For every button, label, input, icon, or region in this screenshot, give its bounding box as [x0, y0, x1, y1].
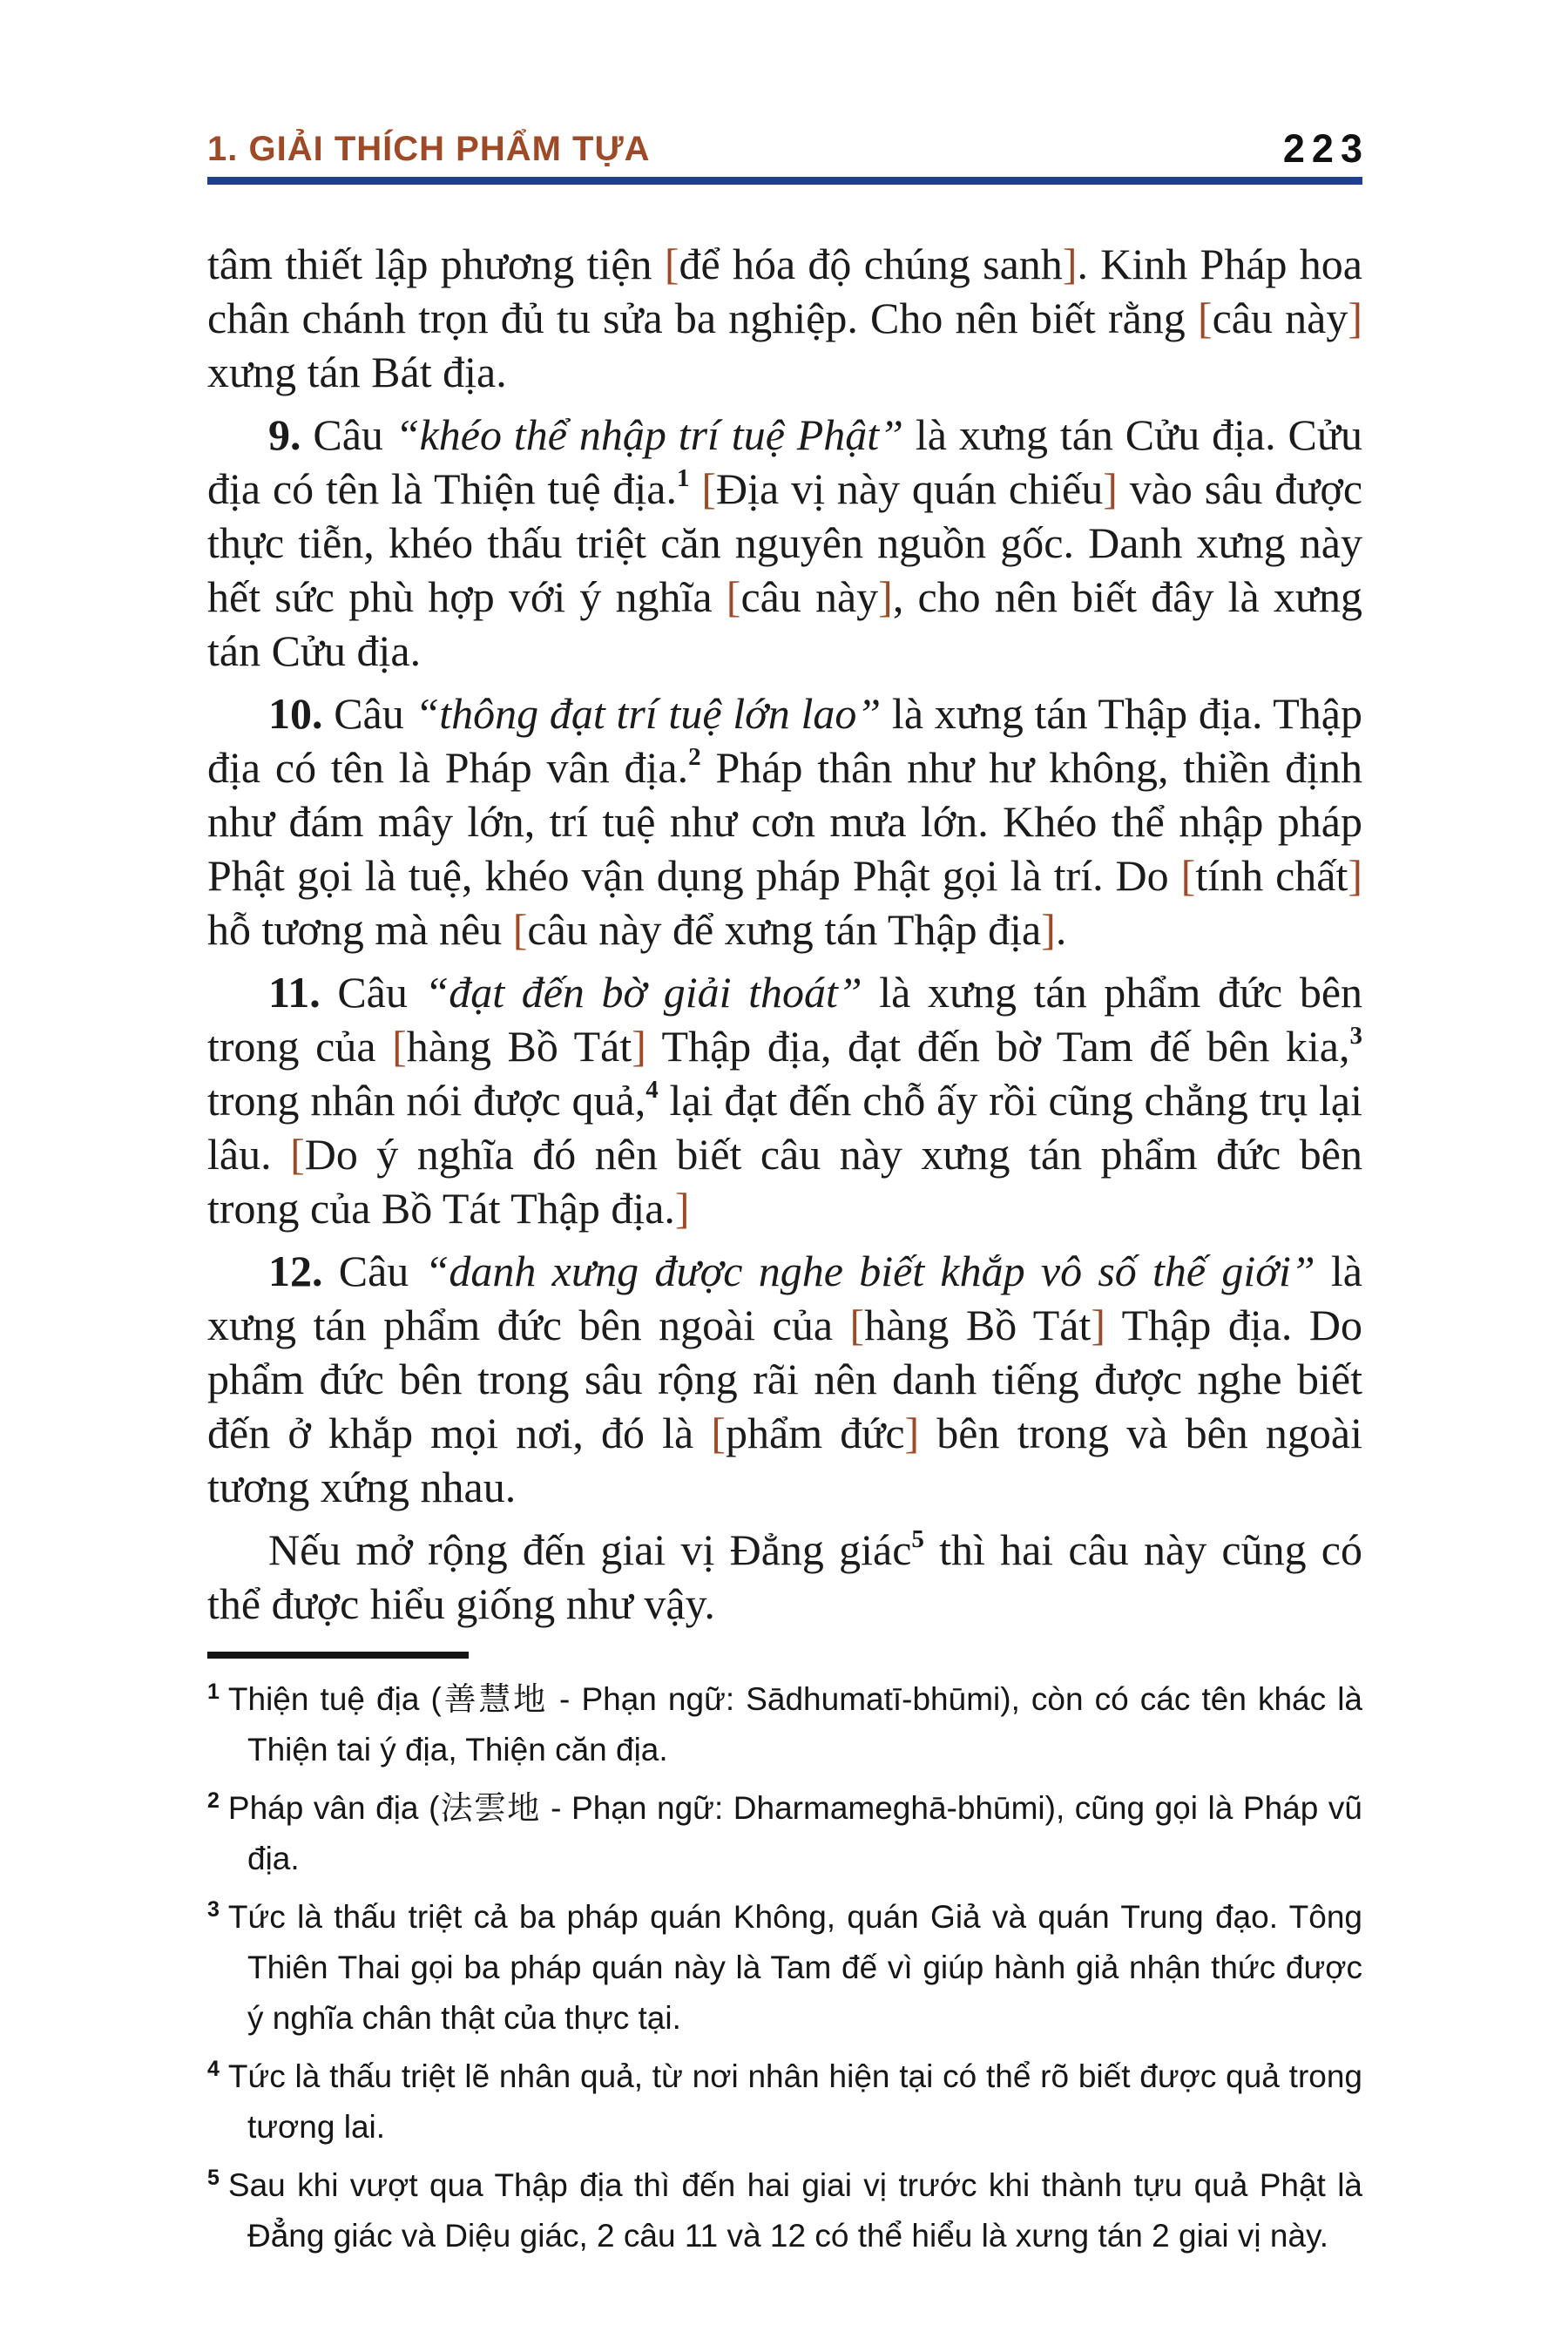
page-header — [207, 126, 1369, 185]
text-run: Câu — [322, 1247, 425, 1295]
footnote-reference: 4 — [645, 1076, 659, 1104]
footnote-number: 4 — [207, 2057, 220, 2081]
text-run: hàng Bồ Tát — [864, 1301, 1092, 1349]
body-text — [207, 237, 1362, 1631]
text-run: Địa vị này quán chiếu — [716, 464, 1104, 513]
footnote-reference: 5 — [911, 1525, 924, 1553]
text-run: Pháp thân như hư không, thiền định như đám mây lớn, trí tuệ như cơn mưa lớn. Khéo thể nhập pháp Phật gọi là tuệ, khéo vận dụng pháp Phật gọi là trí. Do — [207, 743, 1362, 900]
running-head — [207, 126, 1369, 171]
text-run: Thập địa, đạt đến bờ Tam đế bên kia, — [645, 1022, 1350, 1071]
editorial-bracket: ] — [1103, 464, 1118, 513]
editorial-bracket: [ — [392, 1022, 407, 1071]
quoted-phrase: “khéo thể nhập trí tuệ Phật” — [395, 410, 904, 459]
footnotes — [207, 1674, 1362, 2261]
footnote-number: 5 — [207, 2166, 220, 2190]
text-run: Câu — [301, 410, 395, 459]
editorial-bracket: ] — [1348, 851, 1363, 900]
editorial-bracket: [ — [726, 572, 741, 621]
body-paragraph — [207, 1244, 1362, 1514]
footnote-reference: 1 — [677, 464, 690, 492]
footnote-separator — [207, 1652, 469, 1659]
text-run: Nếu mở rộng đến giai vị Đẳng giác — [268, 1525, 912, 1574]
editorial-bracket: [ — [512, 905, 528, 954]
footnote-reference: 2 — [688, 743, 701, 771]
editorial-bracket: [ — [711, 1409, 727, 1457]
footnote-number: 3 — [207, 1897, 220, 1922]
body-paragraph — [207, 686, 1362, 956]
header-rule — [207, 177, 1362, 185]
text-run: thì hai câu này cũng có thể được hiểu giống như vậy. — [207, 1525, 1362, 1628]
editorial-bracket: ] — [632, 1022, 646, 1071]
paragraph-number: 12. — [268, 1247, 323, 1295]
section-title: 1. GIẢI THÍCH PHẨM TỰA — [207, 130, 651, 168]
text-run: phẩm đức — [726, 1409, 905, 1457]
paragraph-number: 10. — [268, 689, 323, 738]
editorial-bracket: ] — [1041, 905, 1056, 954]
footnote-text: Tức là thấu triệt lẽ nhân quả, từ nơi nhân hiện tại có thể rõ biết được quả trong tương lai. — [227, 2058, 1362, 2145]
editorial-bracket: ] — [1348, 294, 1362, 342]
text-run: là xưng tán phẩm đức bên ngoài của — [207, 1247, 1362, 1349]
text-run: tính chất — [1195, 851, 1348, 900]
footnote-item — [207, 2160, 1362, 2261]
editorial-bracket: [ — [1197, 294, 1213, 342]
footnote-text: Tức là thấu triệt cả ba pháp quán Không, quán Giả và quán Trung đạo. Tông Thiên Thai gọi ba pháp quán này là Tam đế vì giúp hành giả nhận thức được ý nghĩa chân thật của thực tại. — [227, 1899, 1362, 2036]
text-run: . — [1055, 905, 1067, 954]
text-run: vào sâu được thực tiễn, khéo thấu triệt căn nguyên nguồn gốc. Danh xưng này hết sức phù hợp với ý nghĩa — [207, 464, 1363, 621]
text-run: Thập địa. Do phẩm đức bên trong sâu rộng rãi nên danh tiếng được nghe biết đến ở khắp mọi nơi, đó là — [207, 1301, 1363, 1457]
text-run: là xưng tán Cửu địa. Cửu địa có tên là Thiện tuệ địa. — [207, 410, 1363, 513]
body-paragraph — [207, 408, 1362, 678]
text-run: . Kinh Pháp hoa chân chánh trọn đủ tu sửa ba nghiệp. Cho nên biết rằng — [207, 240, 1362, 342]
quoted-phrase: “danh xưng được nghe biết khắp vô số thế giới” — [424, 1247, 1315, 1295]
footnote-number: 2 — [207, 1788, 220, 1813]
footnote-text: Thiện tuệ địa (善慧地 - Phạn ngữ: Sādhumatī-bhūmi), còn có các tên khác là Thiện tai ý địa, Thiện căn địa. — [227, 1681, 1362, 1767]
paragraph-number: 11. — [268, 968, 321, 1017]
editorial-bracket: [ — [1180, 851, 1196, 900]
editorial-bracket: ] — [1062, 240, 1078, 288]
footnote-text: Pháp vân địa (法雲地 - Phạn ngữ: Dharmameghā-bhūmi), cũng gọi là Pháp vũ địa. — [227, 1790, 1362, 1876]
body-paragraph — [207, 1523, 1362, 1631]
editorial-bracket: ] — [674, 1184, 690, 1233]
text-run: , cho nên biết đây là xưng tán Cửu địa. — [207, 572, 1362, 675]
text-run: là xưng tán phẩm đức bên trong của — [207, 968, 1363, 1071]
paragraph-number: 9. — [268, 410, 301, 459]
text-run: để hóa độ chúng sanh — [679, 240, 1063, 288]
text-run: Câu — [320, 968, 425, 1017]
quoted-phrase: “đạt đến bờ giải thoát” — [424, 968, 862, 1017]
page-number: 223 — [1282, 126, 1369, 171]
text-run: là xưng tán Thập địa. Thập địa có tên là Pháp vân địa. — [207, 689, 1362, 792]
text-run: Câu — [322, 689, 416, 738]
text-run: bên trong và bên ngoài tương xứng nhau. — [207, 1409, 1362, 1511]
footnote-item — [207, 1783, 1362, 1884]
footnote-item — [207, 1674, 1362, 1775]
text-run: hỗ tương mà nêu — [207, 905, 513, 954]
footnote-reference: 3 — [1349, 1022, 1362, 1050]
footnote-text: Sau khi vượt qua Thập địa thì đến hai giai vị trước khi thành tựu quả Phật là Đẳng giác và Diệu giác, 2 câu 11 và 12 có thể hiểu là xưng tán 2 giai vị này. — [227, 2167, 1362, 2254]
text-run: câu này — [740, 572, 879, 621]
footnote-number: 1 — [207, 1680, 220, 1704]
editorial-bracket: ] — [878, 572, 893, 621]
text-run: xưng tán Bát địa. — [207, 348, 507, 396]
text-run: tâm thiết lập phương tiện — [207, 240, 665, 288]
editorial-bracket: [ — [290, 1130, 305, 1179]
text-run: trong nhân nói được quả, — [207, 1076, 646, 1125]
footnote-item — [207, 2051, 1362, 2153]
text-run: câu này — [1212, 294, 1348, 342]
text-run: hàng Bồ Tát — [406, 1022, 632, 1071]
editorial-bracket: [ — [701, 464, 717, 513]
editorial-bracket: ] — [1091, 1301, 1106, 1349]
editorial-bracket: ] — [904, 1409, 920, 1457]
editorial-bracket: [ — [849, 1301, 865, 1349]
text-run — [690, 464, 702, 513]
quoted-phrase: “thông đạt trí tuệ lớn lao” — [415, 689, 882, 738]
text-run: câu này để xưng tán Thập địa — [527, 905, 1042, 954]
text-run: lại đạt đến chỗ ấy rồi cũng chẳng trụ lại lâu. — [207, 1076, 1362, 1179]
footnote-item — [207, 1892, 1362, 2044]
body-paragraph — [207, 965, 1362, 1235]
editorial-bracket: [ — [664, 240, 679, 288]
text-run: Do ý nghĩa đó nên biết câu này xưng tán phẩm đức bên trong của Bồ Tát Thập địa. — [207, 1130, 1362, 1233]
body-paragraph — [207, 237, 1362, 399]
